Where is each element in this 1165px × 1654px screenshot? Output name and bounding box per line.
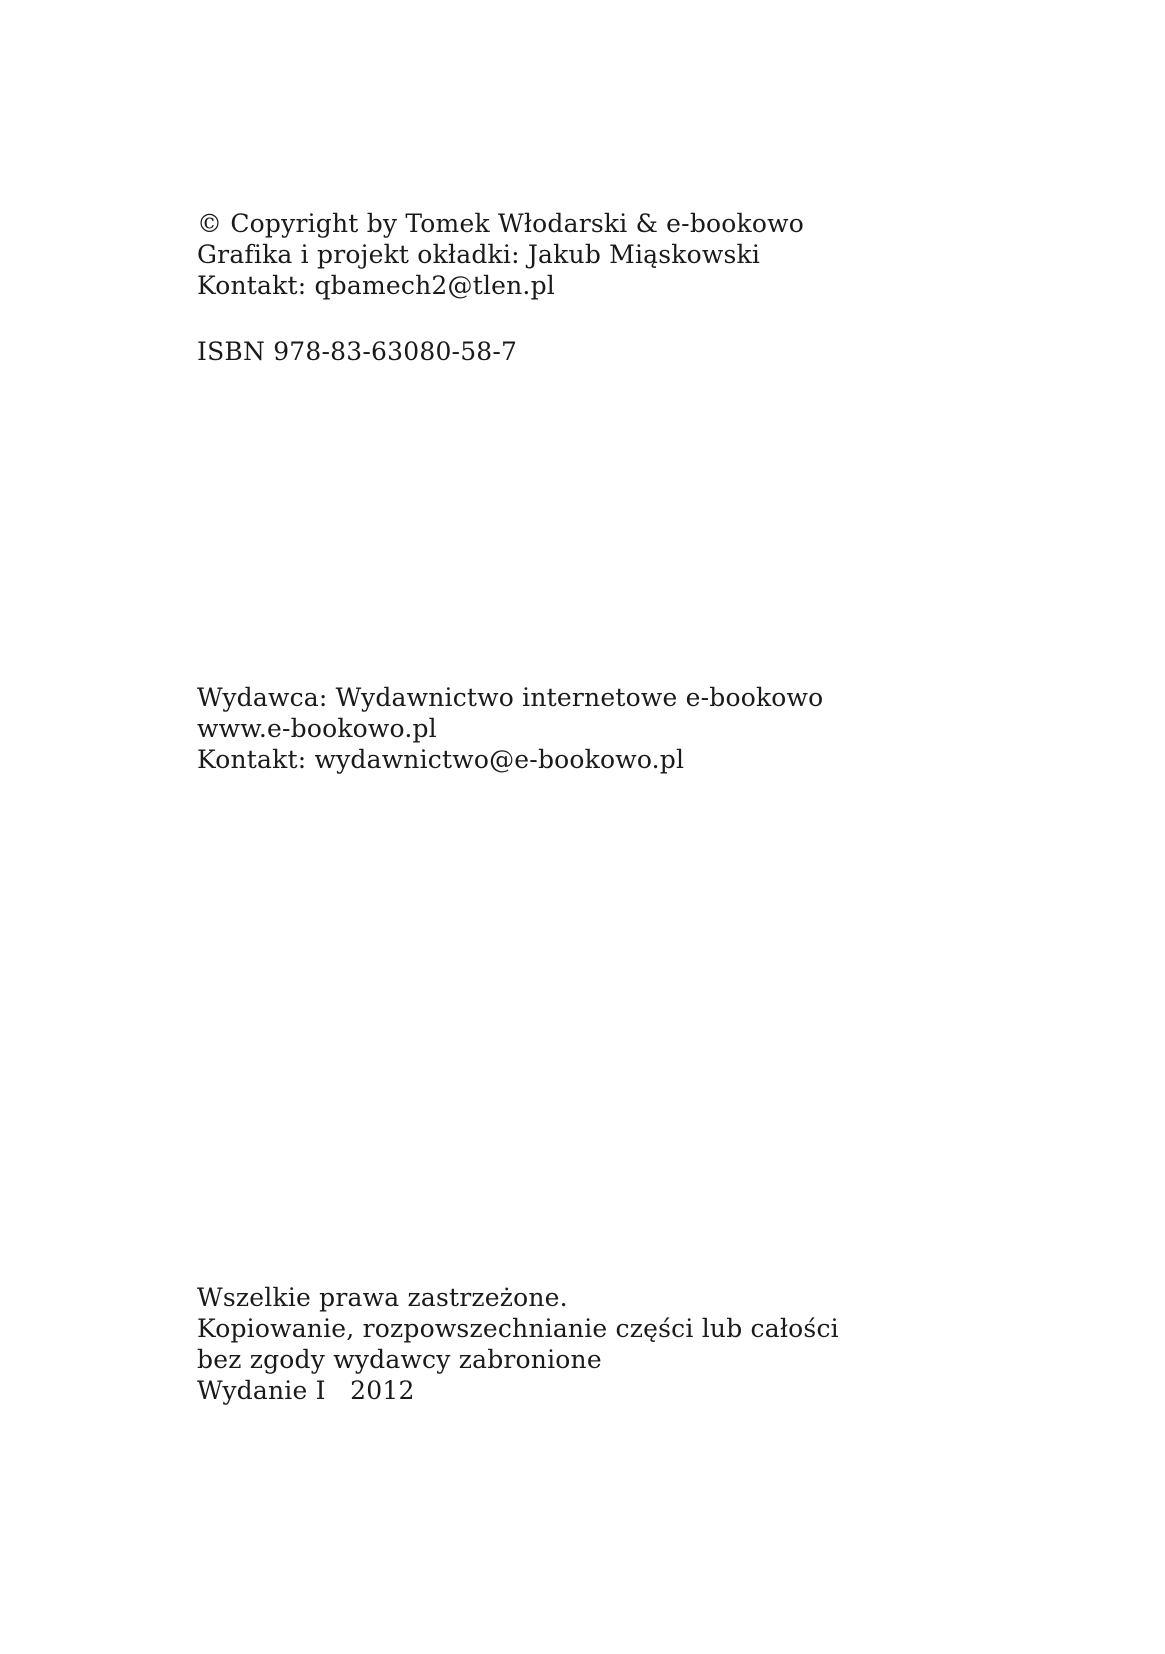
publisher-block xyxy=(197,682,823,775)
publisher-line: Wydawca: Wydawnictwo internetowe e-bookowo xyxy=(197,683,824,712)
isbn-block xyxy=(197,336,517,367)
rights-reserved-line: Wszelkie prawa zastrzeżone. xyxy=(197,1283,568,1312)
cover-design-line: Grafika i projekt okładki: Jakub Miąskowski xyxy=(197,240,761,269)
rights-block xyxy=(197,1282,839,1406)
author-contact-line: Kontakt: qbamech2@tlen.pl xyxy=(197,271,555,300)
copyright-line: © Copyright by Tomek Włodarski & e-bookowo xyxy=(197,209,804,238)
copying-notice-line: Kopiowanie, rozpowszechnianie części lub całości xyxy=(197,1314,839,1343)
isbn-line: ISBN 978-83-63080-58-7 xyxy=(197,337,518,366)
consent-notice-line: bez zgody wydawcy zabronione xyxy=(197,1345,602,1374)
edition-line: Wydanie I 2012 xyxy=(197,1376,415,1405)
copyright-block xyxy=(197,208,804,301)
publisher-contact-line: Kontakt: wydawnictwo@e-bookowo.pl xyxy=(197,745,685,774)
publisher-website-line: www.e-bookowo.pl xyxy=(197,714,437,743)
